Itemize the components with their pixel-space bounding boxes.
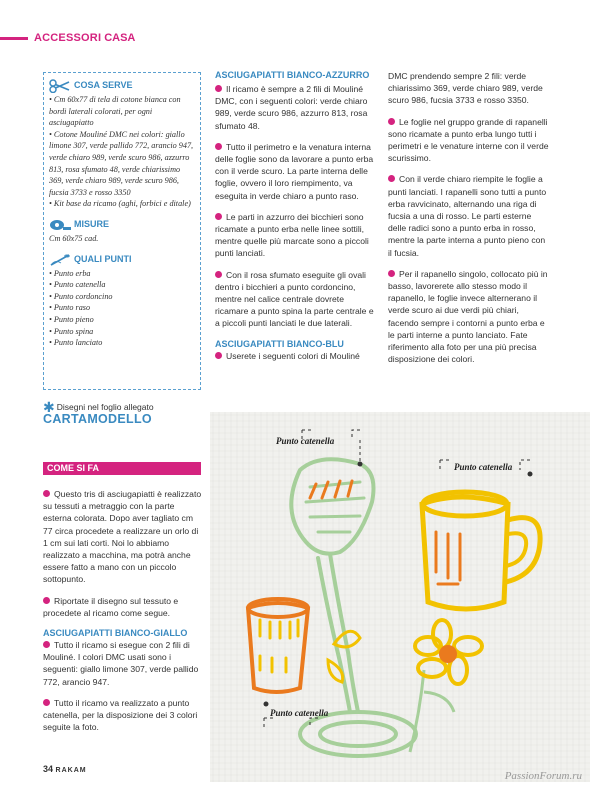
bullet-dot — [388, 175, 395, 182]
material-item: • Kit base da ricamo (aghi, forbici e ditale) — [49, 199, 191, 209]
watermark: PassionForum.ru — [504, 770, 582, 782]
bullet-dot — [43, 641, 50, 648]
paragraph — [388, 70, 550, 107]
stitch-item: • Punto lanciato — [49, 338, 103, 348]
paragraph-text: Le parti in azzurro dei bicchieri sono ricamate a punto erba nelle linee sottili, mentre quelle più marcate sono a piccoli punti lanciati. — [215, 211, 369, 259]
paragraph-text: Con il rosa sfumato eseguite gli ovali dentro i bicchieri a punto cordoncino, mentre nel calice centrale dovrete ricamare a punto spina la parte centrale e a piccoli punti lanciati le due laterali. — [215, 269, 374, 329]
needle-icon — [49, 253, 71, 267]
paragraph — [388, 268, 550, 366]
paragraph — [43, 639, 203, 688]
stitch-item: • Punto cordoncino — [49, 291, 113, 301]
bullet-dot — [388, 270, 395, 277]
stitch-item: • Punto erba — [49, 268, 91, 278]
paragraph-text: Riportate il disegno sul tessuto e procedete al ricamo come segue. — [43, 595, 179, 618]
paragraph — [215, 269, 377, 330]
magazine-name: RAKAM — [55, 767, 87, 774]
bullet-dot — [43, 490, 50, 497]
stitch-item: • Punto catenella — [49, 280, 106, 290]
right-column — [388, 70, 550, 374]
misure-text: Cm 60x75 cad. — [49, 233, 99, 243]
left-column — [43, 488, 203, 742]
stitch-item: • Punto pieno — [49, 314, 94, 324]
cartamodello-note-row — [43, 399, 154, 415]
paragraph — [388, 116, 550, 165]
page-number: 34 — [43, 764, 54, 774]
paragraph-text: Tutto il perimetro e la venatura interna delle foglie sono da lavorare a punto erba con il verde scuro. La parte interna delle foglie, ovvero il loro riempimento, va eseguita in verde chiaro a punto raso. — [215, 141, 374, 201]
paragraph-text: Il ricamo è sempre a 2 fili di Mouliné DMC, con i seguenti colori: verde chiaro 989, verde scuro 986, azzurro 813, rosa sfumato 48. — [215, 84, 368, 131]
paragraph — [215, 350, 377, 362]
stitch-item: • Punto raso — [49, 303, 91, 313]
embroidery-photo — [210, 412, 590, 782]
paragraph — [43, 697, 203, 734]
subheading-azzurro: ASCIUGAPIATTI BIANCO-AZZURRO — [215, 70, 370, 80]
material-item: • Cotone Mouliné DMC nei colori: giallo limone 307, verde pallido 772, arancio 947, verde chiaro 989, verde scuro 986, azzurro 813, rosa sfumato 48, verde chiarissimo 369, verde chiaro 989, verde scuro 986, fucsia 3733 e rosso 3350 — [49, 129, 194, 197]
section-header — [0, 30, 135, 46]
middle-column — [215, 70, 377, 371]
material-item: • Cm 60x77 di tela di cotone bianca con bordi laterali colorati, per ogni asciugapiatto — [49, 95, 181, 128]
header-bar — [0, 37, 28, 40]
paragraph-text: Per il rapanello singolo, collocato più in basso, lavorerete allo stesso modo il rapanello, le foglie invece alternerano il verde scuro ai due verdi più chiari, facendo sempre i contorni a punto erba e le parti interne a punto lanciato. Fate riferimento alla foto per una più precisa disposizione dei colori. — [388, 268, 548, 365]
paragraph — [215, 83, 377, 132]
stitch-item: • Punto spina — [49, 326, 94, 336]
bullet-dot — [215, 271, 222, 278]
bullet-dot — [215, 85, 222, 92]
header-category: CASA — [104, 32, 136, 44]
come-si-fa-bar: COME SI FA — [43, 462, 201, 475]
label-punto-catenella: Punto catenella — [454, 462, 513, 472]
bullet-dot — [43, 699, 50, 706]
paragraph-text: Le foglie nel gruppo grande di rapanelli sono ricamate a punto erba lungo tutti i perimetri e le venature interne con il verde scurissimo. — [388, 116, 549, 164]
cartamodello-title: CARTAMODELLO — [43, 412, 152, 426]
subheading-blu: ASCIUGAPIATTI BIANCO-BLU — [215, 338, 344, 349]
tape-measure-icon — [49, 218, 71, 232]
subheading-giallo: ASCIUGAPIATTI BIANCO-GIALLO — [43, 628, 188, 639]
bullet-dot — [388, 118, 395, 125]
misure-heading — [49, 218, 195, 232]
page-footer — [43, 764, 87, 774]
cartamodello-note: Disegni nel foglio allegato — [56, 402, 154, 412]
paragraph-text: Userete i seguenti colori di Mouliné — [226, 350, 360, 361]
misure-title: MISURE — [74, 219, 110, 230]
bullet-dot — [215, 352, 222, 359]
bullet-dot — [43, 597, 50, 604]
label-punto-catenella: Punto catenella — [270, 708, 329, 718]
materials-box — [43, 72, 201, 390]
paragraph — [388, 173, 550, 258]
paragraph-text: Con il verde chiaro riempite le foglie a punti lanciati. I rapanelli sono tutti a punto erba ravvicinato, alternando una riga di fucsia a una di rosso. Le parti esterne delle radici sono a punto erba in rosso, mentre la parte interna a punto pieno con il fucsia. — [388, 174, 547, 258]
paragraph — [43, 488, 203, 586]
paragraph-text: Questo tris di asciugapiatti è realizzato su tessuti a metraggio con la parte esterna colorata. Dopo aver tagliato cm 77 circa procedete a realizzare un orlo di 1 cm sui lati corti. Noi lo abbiamo realizzato a macchina, ma potrà anche essere fatto a mano con un piccolo sottopunto. — [43, 489, 202, 585]
label-punto-catenella: Punto catenella — [276, 436, 335, 446]
paragraph-text: Tutto il ricamo va realizzato a punto catenella, per la disposizione dei 3 colori seguite la foto. — [43, 697, 198, 733]
paragraph — [215, 141, 377, 202]
scissors-icon — [49, 79, 71, 93]
paragraph-text: Tutto il ricamo si esegue con 2 fili di Mouliné. I colori DMC usati sono i seguenti: giallo limone 307, verde pallido 772, arancio 947. — [43, 640, 199, 687]
paragraph — [43, 595, 203, 619]
bullet-dot — [215, 143, 222, 150]
quali-punti-heading — [49, 253, 195, 267]
embroidery-illustration — [210, 412, 590, 782]
quali-punti-title: QUALI PUNTI — [74, 253, 132, 264]
paragraph-text: DMC prendendo sempre 2 fili: verde chiarissimo 369, verde chiaro 989, verde scuro 986, fucsia 3733 e rosso 3350. — [388, 71, 543, 106]
paragraph — [215, 211, 377, 260]
cartamodello-block — [43, 399, 154, 426]
asterisk-icon: ✱ — [43, 399, 55, 415]
header-section: ACCESSORI — [34, 32, 102, 44]
cosa-serve-title: COSA SERVE — [74, 80, 133, 91]
bullet-dot — [215, 213, 222, 220]
cosa-serve-heading — [49, 79, 195, 93]
